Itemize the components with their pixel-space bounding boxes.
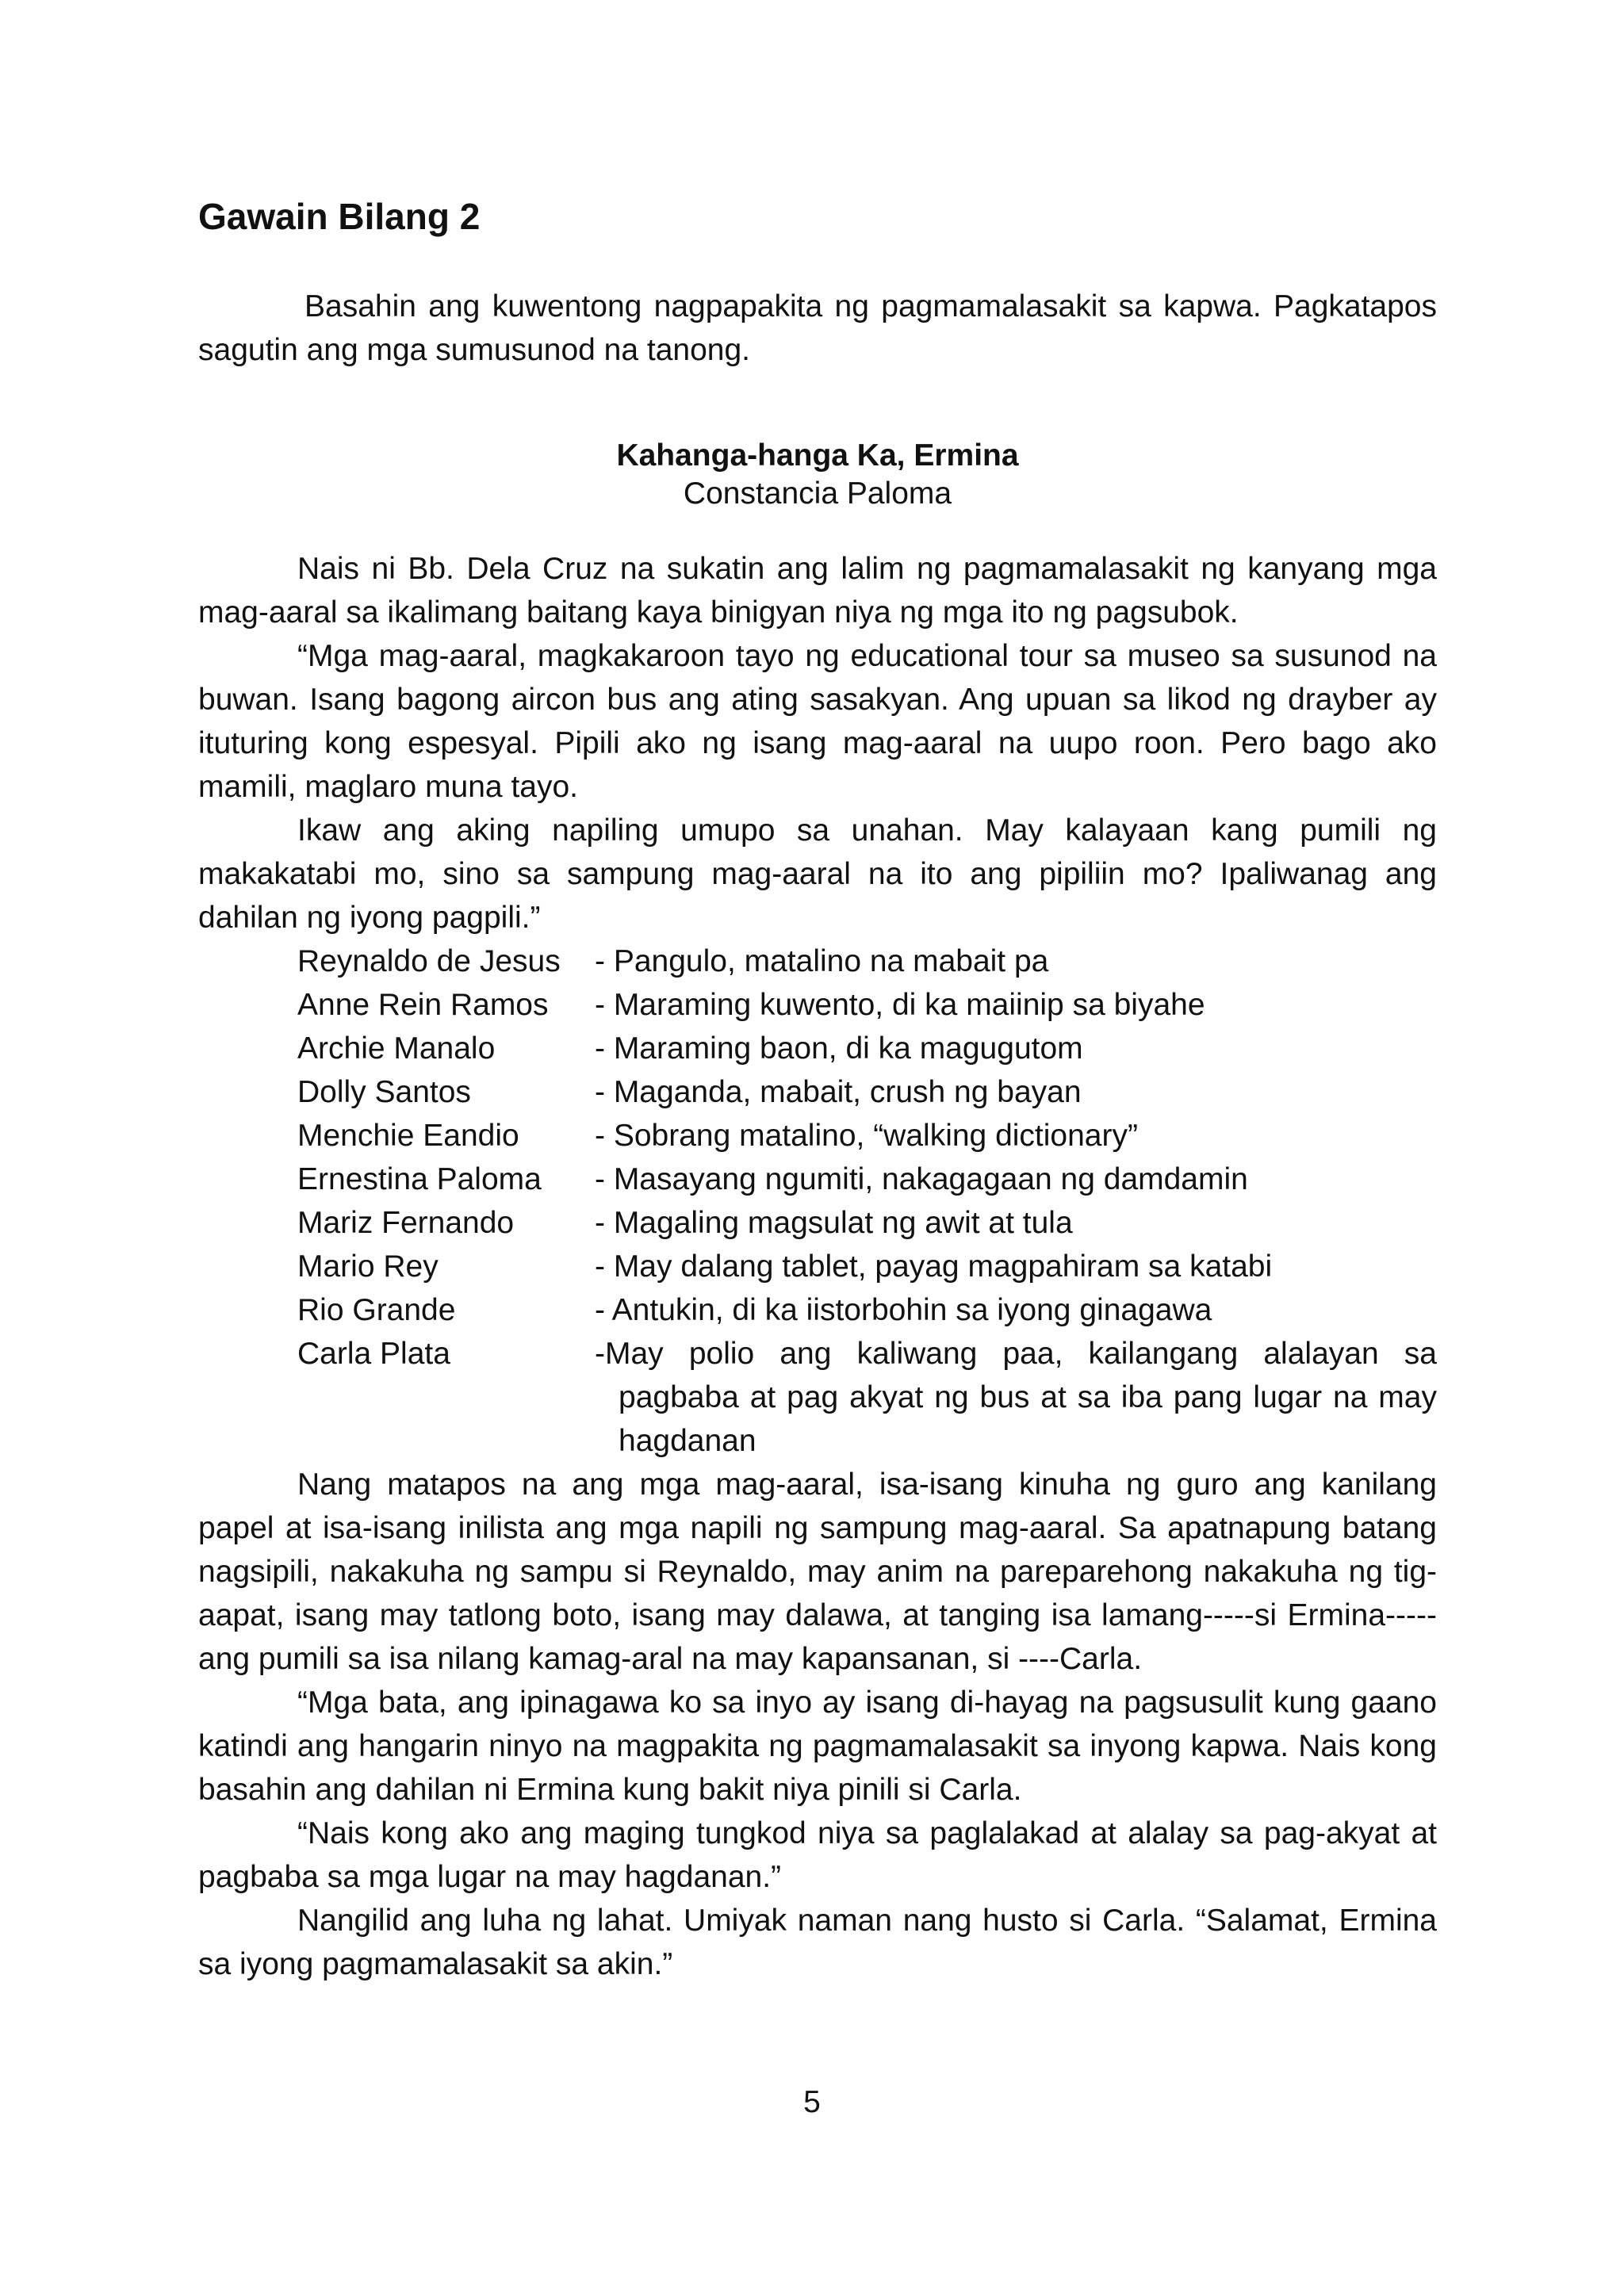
- story-paragraph: Ikaw ang aking napiling umupo sa unahan. May kalayaan kang pumili ng makakatabi mo, sino sa sampung mag-aaral na ito ang pipiliin mo? Ipaliwanag ang dahilan ng iyong pagpili.”: [198, 813, 1437, 935]
- candidate-item: [297, 1070, 1437, 1114]
- page-number: 5: [803, 2085, 821, 2119]
- candidate-description: - Maraming baon, di ka magugutom: [595, 1031, 1083, 1066]
- candidate-name: Dolly Santos: [297, 1075, 471, 1109]
- candidate-item: [297, 1114, 1437, 1158]
- candidate-item: [297, 983, 1437, 1027]
- candidate-list: [297, 939, 1437, 1463]
- candidate-name: Rio Grande: [297, 1293, 456, 1327]
- story-paragraph: “Mga bata, ang ipinagawa ko sa inyo ay isang di-hayag na pagsusulit kung gaano katindi ang hangarin ninyo na magpakita ng pagmamalasakit sa inyong kapwa. Nais kong basahin ang dahilan ni Ermina kung bakit niya pinili si Carla.: [198, 1686, 1437, 1807]
- candidate-description: -May polio ang kaliwang paa, kailangang alalayan sa pagbaba at pag akyat ng bus at sa iba pang lugar na may hagdanan: [595, 1337, 1437, 1458]
- candidate-description: - Antukin, di ka iistorbohin sa iyong ginagawa: [595, 1293, 1212, 1327]
- candidate-name: Reynaldo de Jesus: [297, 944, 561, 978]
- candidate-item: [297, 1332, 1437, 1463]
- candidate-name: Mariz Fernando: [297, 1206, 515, 1240]
- candidate-item: [297, 939, 1437, 983]
- story-paragraph: “Nais kong ako ang maging tungkod niya sa paglalakad at alalay sa pag-akyat at pagbaba sa mga lugar na may hagdanan.”: [198, 1816, 1437, 1894]
- candidate-description: - Pangulo, matalino na mabait pa: [595, 944, 1049, 978]
- candidate-description: - May dalang tablet, payag magpahiram sa katabi: [595, 1249, 1273, 1284]
- candidate-name: Carla Plata: [297, 1337, 450, 1371]
- candidate-description: - Masayang ngumiti, nakagagaan ng damdamin: [595, 1162, 1248, 1196]
- story-author: Constancia Paloma: [683, 476, 952, 511]
- story-paragraph: “Mga mag-aaral, magkakaroon tayo ng educational tour sa museo sa susunod na buwan. Isang bagong aircon bus ang ating sasakyan. Ang upuan sa likod ng drayber ay ituturing kong espesyal. Pipili ako ng isang mag-aaral na uupo roon. Pero bago ako mamili, maglaro muna tayo.: [198, 639, 1437, 804]
- candidate-item: [297, 1245, 1437, 1288]
- candidate-name: Archie Manalo: [297, 1031, 496, 1066]
- candidate-description: - Maraming kuwento, di ka maiinip sa biyahe: [595, 988, 1205, 1022]
- story-paragraph: Nang matapos na ang mga mag-aaral, isa-isang kinuha ng guro ang kanilang papel at isa-isang inilista ang mga napili ng sampung mag-aaral. Sa apatnapung batang nagsipili, nakakuha ng sampu si Reynaldo, may anim na pareparehong nakakuha ng tig-aapat, isang may tatlong boto, isang may dalawa, at tanging isa lamang-----si Ermina-----ang pumili sa isa nilang kamag-aral na may kapansanan, si ----Carla.: [198, 1468, 1437, 1676]
- story-body: [198, 547, 1437, 1986]
- candidate-description: - Maganda, mabait, crush ng bayan: [595, 1075, 1082, 1109]
- story-title: Kahanga-hanga Ka, Ermina: [616, 438, 1019, 473]
- candidate-item: [297, 1288, 1437, 1332]
- candidate-item: [297, 1027, 1437, 1070]
- candidate-name: Menchie Eandio: [297, 1119, 519, 1153]
- candidate-description: - Sobrang matalino, “walking dictionary”: [595, 1119, 1138, 1153]
- candidate-item: [297, 1158, 1437, 1201]
- instructions-text: Basahin ang kuwentong nagpapakita ng pagmamalasakit sa kapwa. Pagkatapos sagutin ang mga sumusunod na tanong.: [198, 289, 1437, 367]
- candidate-description: - Magaling magsulat ng awit at tula: [595, 1206, 1073, 1240]
- story-paragraph: Nangilid ang luha ng lahat. Umiyak naman nang husto si Carla. “Salamat, Ermina sa iyong pagmamalasakit sa akin.”: [198, 1904, 1437, 1981]
- candidate-item: [297, 1201, 1437, 1245]
- candidate-name: Mario Rey: [297, 1249, 439, 1284]
- story-paragraph: Nais ni Bb. Dela Cruz na sukatin ang lalim ng pagmamalasakit ng kanyang mga mag-aaral sa ikalimang baitang kaya binigyan niya ng mga ito ng pagsubok.: [198, 552, 1437, 629]
- activity-heading: Gawain Bilang 2: [198, 196, 481, 237]
- candidate-name: Anne Rein Ramos: [297, 988, 549, 1022]
- candidate-name: Ernestina Paloma: [297, 1162, 542, 1196]
